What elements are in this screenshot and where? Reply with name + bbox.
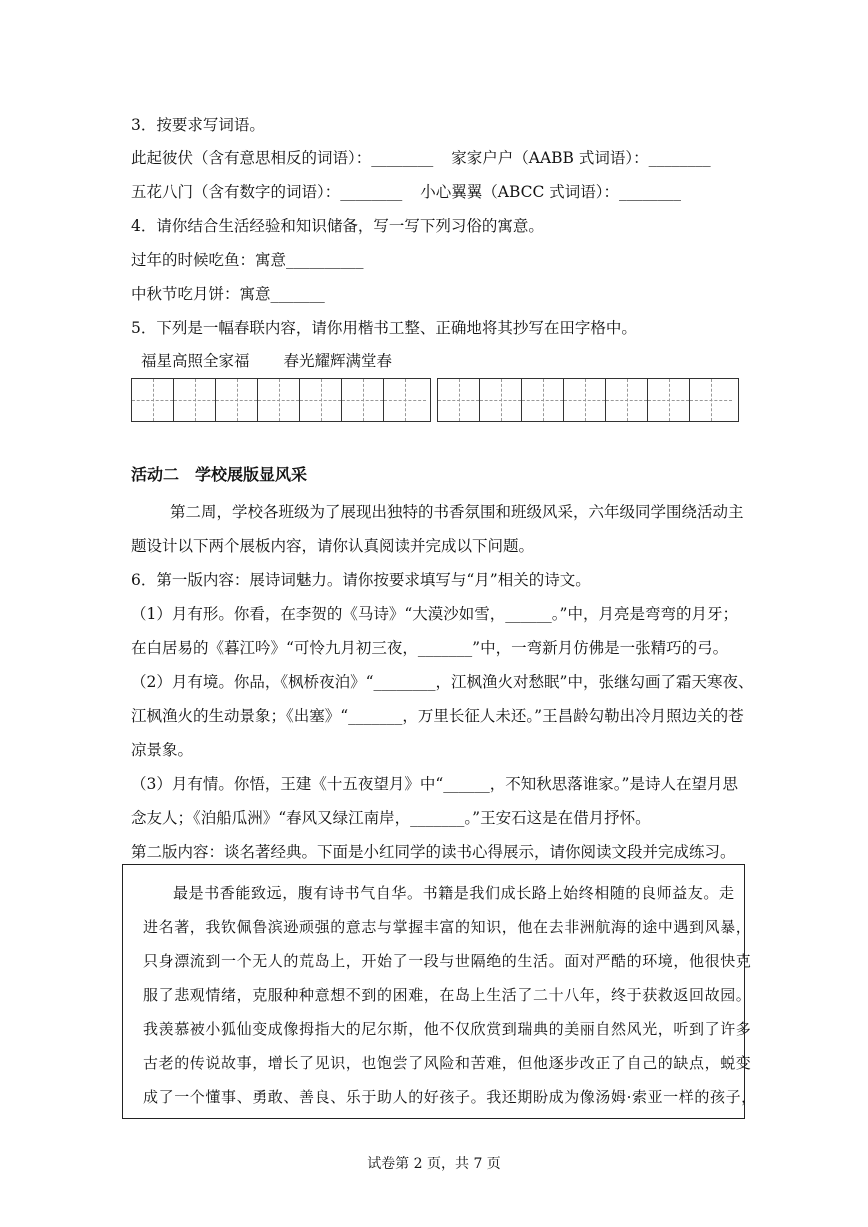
grid-cell bbox=[132, 379, 174, 421]
passage-line: 成了一个懂事、勇敢、善良、乐于助人的好孩子。我还期盼成为像汤姆·索亚一样的孩子， bbox=[143, 1088, 757, 1106]
q6-title: 6．第一版内容：展诗词魅力。请你按要求填写与“月”相关的诗文。 bbox=[131, 571, 591, 589]
q3-line-1 bbox=[131, 147, 711, 169]
passage-line: 服了悲观情绪，克服种种意想不到的困难，在岛上生活了二十八年，终于获救返回故园。 bbox=[143, 986, 752, 1004]
passage-line: 最是书香能致远，腹有诗书气自华。书籍是我们成长路上始终相随的良师益友。走 bbox=[173, 884, 735, 902]
couplet-1: 福星高照全家福 bbox=[141, 352, 250, 370]
passage-line: 古老的传说故事，增长了见识，也饱尝了风险和苦难，但他逐步改正了自己的缺点，蜕变 bbox=[143, 1054, 752, 1072]
grid-cell bbox=[690, 379, 732, 421]
q4-line-2: 中秋节吃月饼：寓意_______ bbox=[131, 285, 325, 303]
q4-title: 4．请你结合生活经验和知识储备，写一写下列习俗的寓意。 bbox=[131, 217, 544, 235]
passage-line: 进名著，我钦佩鲁滨逊顽强的意志与掌握丰富的知识，他在去非洲航海的途中遇到风暴， bbox=[143, 918, 752, 936]
grid-cell bbox=[342, 379, 384, 421]
grid-cell bbox=[384, 379, 426, 421]
couplet-2: 春光耀辉满堂春 bbox=[283, 352, 393, 370]
reading-passage-box bbox=[122, 864, 757, 1119]
passage-line: 只身漂流到一个无人的荒岛上，开始了一段与世隔绝的生活。面对严酷的环境，他很快克 bbox=[143, 952, 752, 970]
q3-line-2 bbox=[131, 181, 681, 203]
grid-cell bbox=[480, 379, 522, 421]
q6-p1-a: （1）月有形。你看，在李贺的《马诗》“大漠沙如雪，______。”中，月亮是弯弯的月牙； bbox=[131, 605, 738, 623]
q6-p2-a: （2）月有境。你品，《枫桥夜泊》“________，江枫渔火对愁眠”中，张继勾画了霜天寒夜、 bbox=[131, 673, 754, 691]
q6-p3-b: 念友人；《泊船瓜洲》“春风又绿江南岸，_______。”王安石这是在借月抒怀。 bbox=[131, 809, 651, 827]
grid-cell bbox=[648, 379, 690, 421]
q4-line-1: 过年的时候吃鱼：寓意__________ bbox=[131, 251, 364, 269]
second-board-intro: 第二版内容：谈名著经典。下面是小红同学的读书心得展示，请你阅读文段并完成练习。 bbox=[131, 843, 736, 861]
grid-cell bbox=[258, 379, 300, 421]
q6-p2-b: 江枫渔火的生动景象；《出塞》“_______，万里长征人未还。”王昌龄勾勒出冷月照边关的苍 bbox=[131, 707, 744, 725]
grid-cell bbox=[606, 379, 648, 421]
activity-intro-1: 第二周，学校各班级为了展现出独特的书香氛围和班级风采，六年级同学围绕活动主 bbox=[170, 503, 744, 521]
q6-p1-b: 在白居易的《暮江吟》“可怜九月初三夜，_______”中，一弯新月仿佛是一张精巧的弓。 bbox=[131, 639, 729, 657]
tianzige-grid-1 bbox=[131, 378, 431, 422]
grid-cell bbox=[522, 379, 564, 421]
couplet-line bbox=[141, 350, 392, 372]
q3-item-3: 五花八门（含有数字的词语）：________ bbox=[131, 183, 403, 201]
q3-item-1: 此起彼伏（含有意思相反的词语）：________ bbox=[131, 149, 434, 167]
tianzige-grid-2 bbox=[437, 378, 739, 422]
grid-cell bbox=[564, 379, 606, 421]
activity-heading: 活动二 学校展版显风采 bbox=[131, 465, 308, 484]
q3-item-2: 家家户户（AABB 式词语）：________ bbox=[451, 149, 711, 167]
q3-title: 3．按要求写词语。 bbox=[131, 116, 265, 134]
q6-p3-a: （3）月有情。你悟，王建《十五夜望月》中“______，不知秋思落谁家。”是诗人在望月思 bbox=[131, 775, 738, 793]
grid-cell bbox=[174, 379, 216, 421]
passage-line: 我羡慕被小狐仙变成像拇指大的尼尔斯，他不仅欣赏到瑞典的美丽自然风光，听到了许多 bbox=[143, 1020, 752, 1038]
q3-item-4: 小心翼翼（ABCC 式词语）：________ bbox=[420, 183, 682, 201]
q5-title: 5．下列是一幅春联内容，请你用楷书工整、正确地将其抄写在田字格中。 bbox=[131, 319, 637, 337]
q6-p2-c: 凉景象。 bbox=[131, 741, 194, 759]
grid-cell bbox=[300, 379, 342, 421]
grid-cell bbox=[438, 379, 480, 421]
grid-cell bbox=[216, 379, 258, 421]
activity-intro-2: 题设计以下两个展板内容，请你认真阅读并完成以下问题。 bbox=[131, 537, 535, 555]
page-footer: 试卷第 2 页，共 7 页 bbox=[367, 1156, 501, 1172]
